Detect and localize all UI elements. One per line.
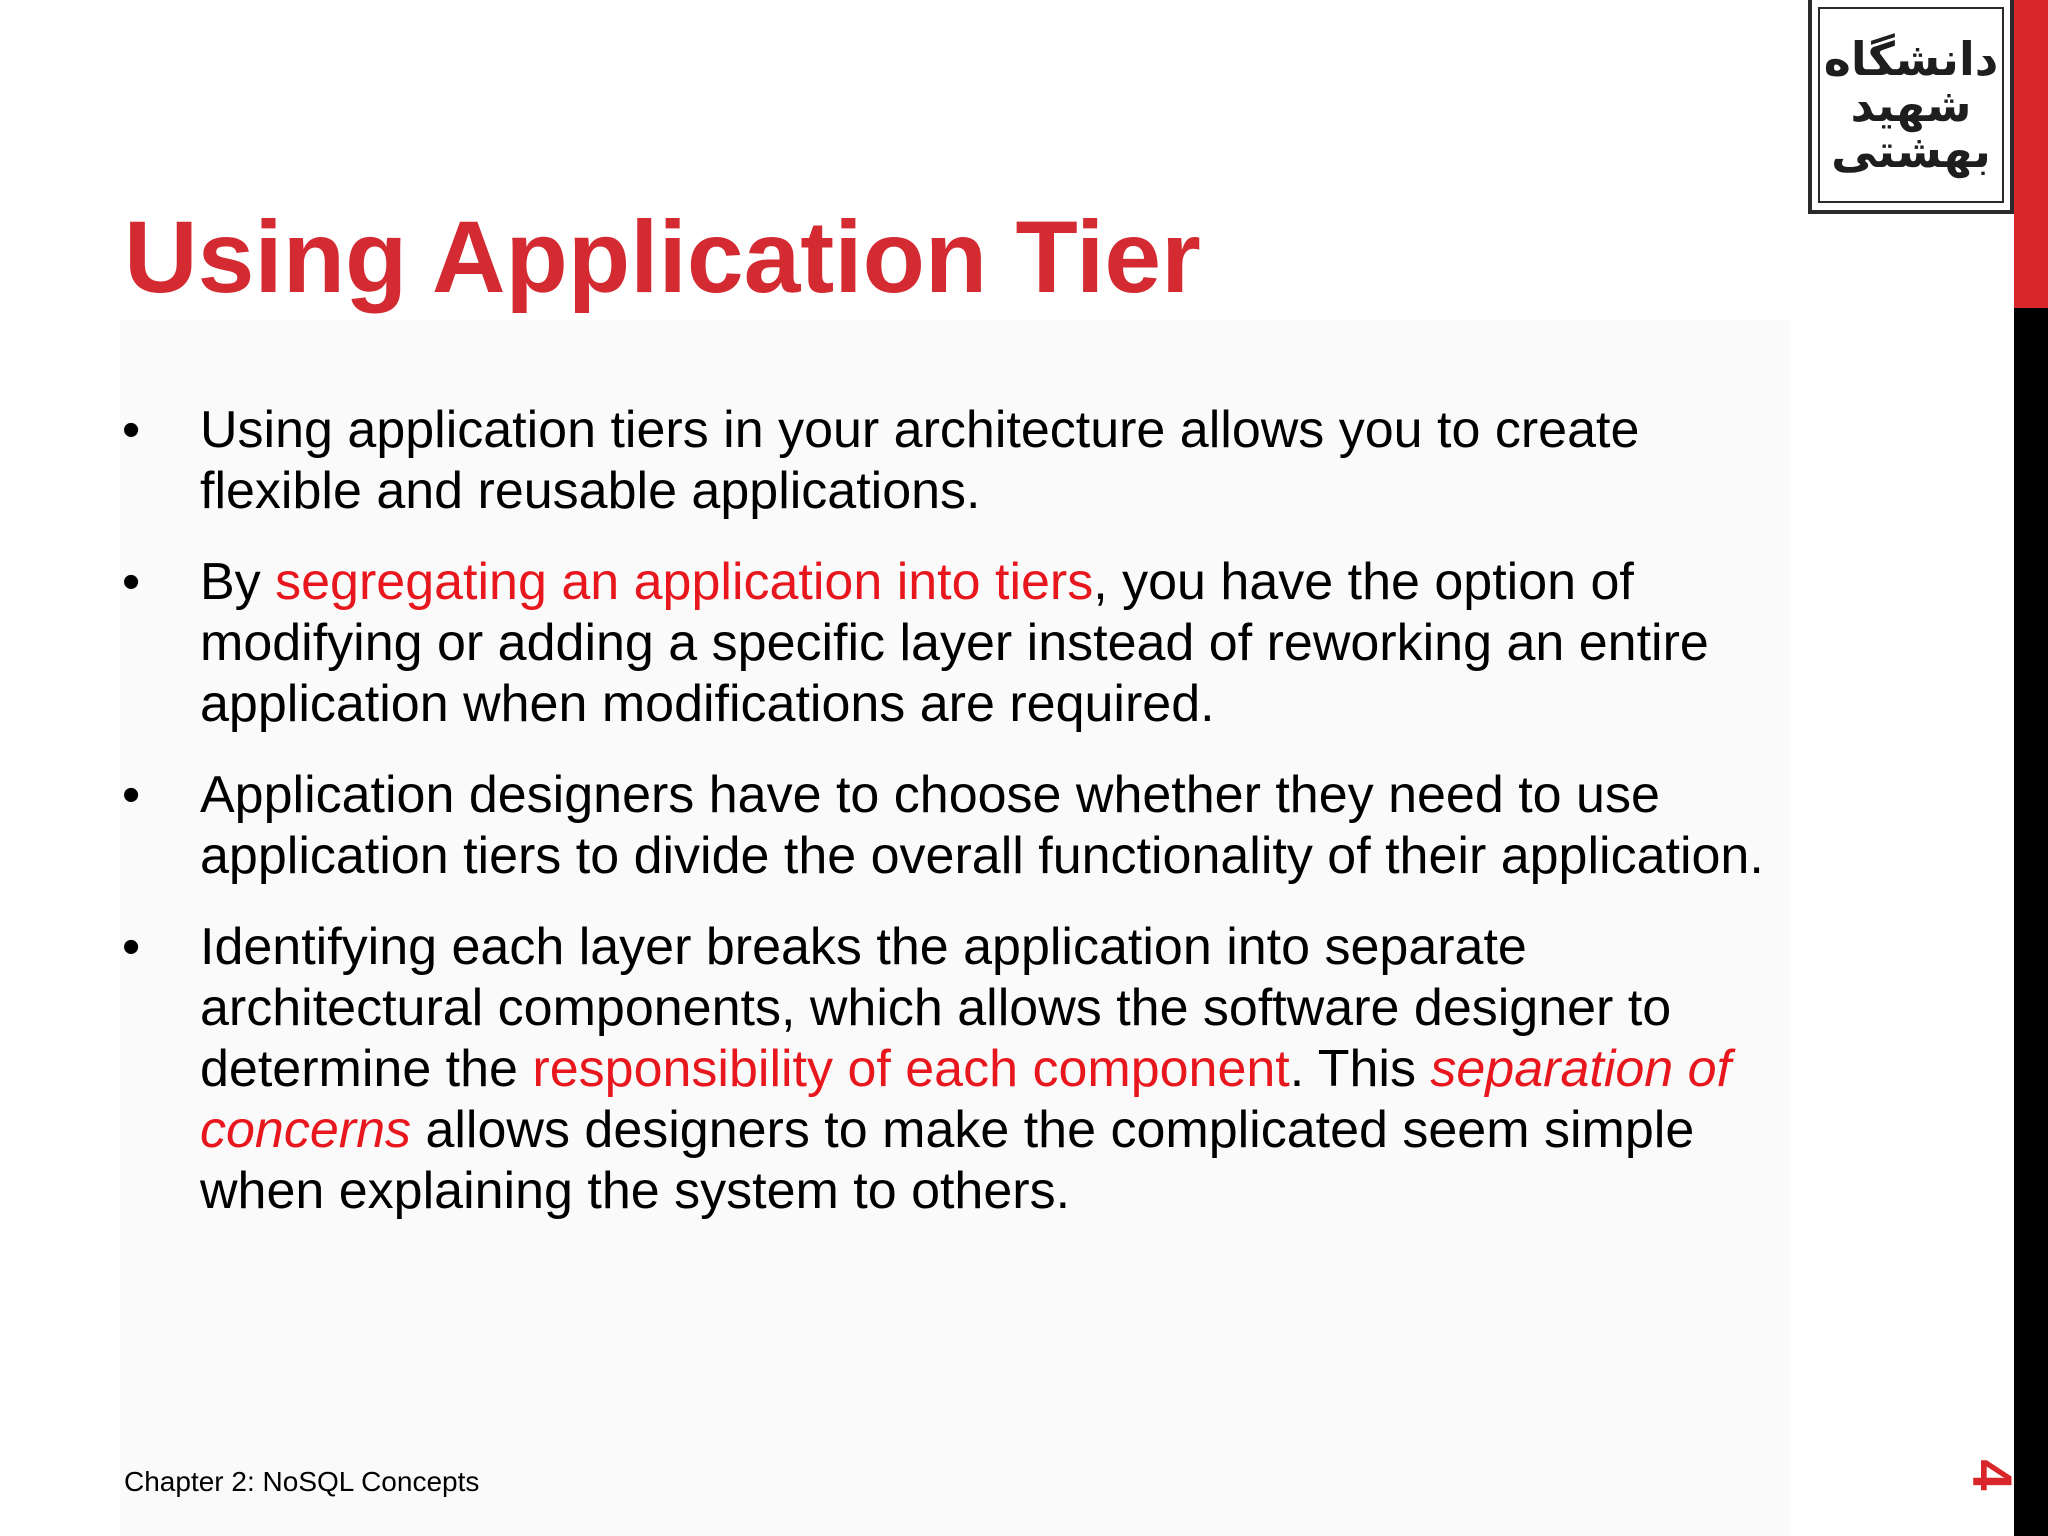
bullet-icon: • — [122, 918, 141, 976]
accent-bar-black — [2014, 308, 2048, 1536]
bullet-icon: • — [122, 553, 141, 611]
bullet-item-2 — [120, 552, 1800, 735]
bullet-text: By — [200, 553, 276, 611]
bullet-item-1 — [120, 400, 1800, 522]
bullet-icon: • — [122, 401, 141, 459]
bullet-text: Identifying each layer breaks the application into separate architectural components, which allows the software designer to determine the — [200, 918, 1672, 1098]
logo-line-3: بهشتی — [1831, 124, 1991, 178]
bullet-text: Application designers have to choose whether they need to use application tiers to divide the overall functionality of their application. — [200, 766, 1764, 885]
logo-line-2: شهید — [1850, 78, 1972, 132]
highlighted-italic-phrase: separation of concerns — [200, 1040, 1732, 1159]
highlighted-phrase: segregating an application into tiers — [275, 553, 1094, 611]
bullet-text: allows designers to make the complicated seem simple when explaining the system to others. — [200, 1101, 1695, 1220]
footer-chapter: Chapter 2: NoSQL Concepts — [124, 1466, 480, 1497]
university-logo — [1808, 0, 2014, 214]
bullet-text: , you have the option of modifying or adding a specific layer instead of reworking an entire application when modifications are required. — [200, 553, 1709, 733]
bullet-item-3 — [120, 765, 1800, 887]
bullet-text: . This — [1289, 1040, 1431, 1098]
bullet-icon: • — [122, 766, 141, 824]
slide-title: Using Application Tier — [124, 200, 1201, 314]
bullet-text: Using application tiers in your architecture allows you to create flexible and reusable applications. — [200, 401, 1640, 520]
bullet-item-4 — [120, 917, 1800, 1222]
highlighted-phrase: responsibility of each component — [532, 1040, 1290, 1098]
page-number: 4 — [1961, 1459, 2024, 1491]
bullet-list — [120, 400, 1800, 1252]
logo-line-1: دانشگاه — [1823, 32, 1999, 86]
logo-calligraphy — [1818, 7, 2004, 203]
accent-bar-red — [2014, 0, 2048, 308]
